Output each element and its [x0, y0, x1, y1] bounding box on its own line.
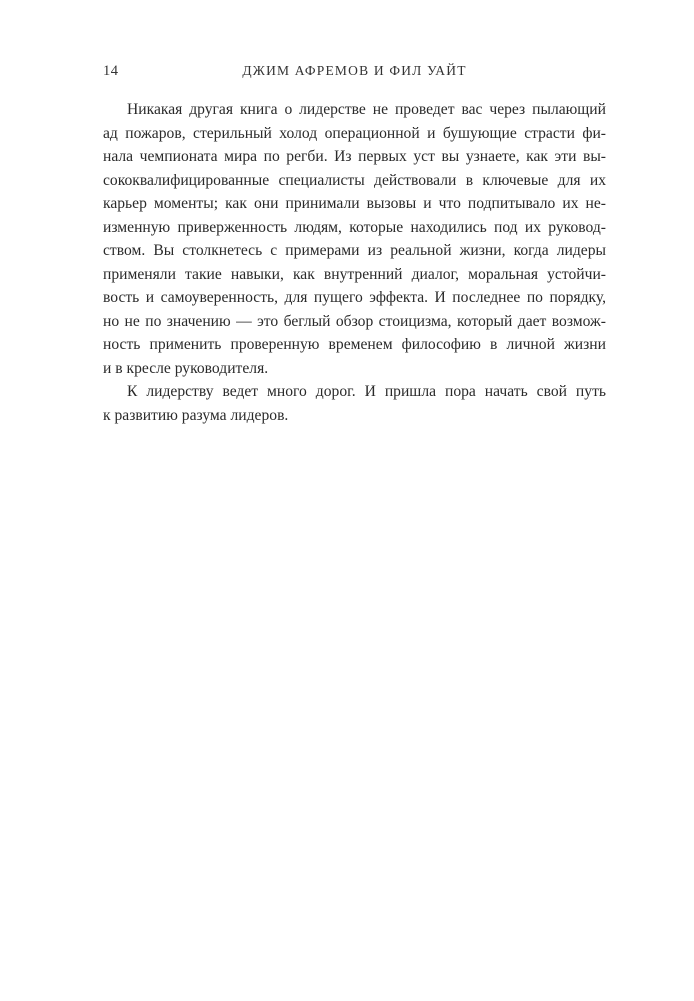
text-line: сококвалифицированные специалисты действовали в ключевые для их — [103, 171, 606, 189]
page-number: 14 — [103, 63, 119, 79]
text-line: Никакая другая книга о лидерстве не проведет вас через пылающий — [127, 101, 606, 118]
text-line: к развитию разума лидеров. — [103, 406, 289, 424]
text-line: К лидерству ведет много дорог. И пришла пора начать свой путь — [127, 383, 606, 400]
text-line: и в кресле руководителя. — [103, 359, 269, 377]
text-line: изменную приверженность людям, которые находились под их руковод- — [103, 218, 606, 236]
text-line: нала чемпионата мира по регби. Из первых уст вы узнаете, как эти вы- — [103, 148, 606, 165]
text-line: ством. Вы столкнетесь с примерами из реальной жизни, когда лидеры — [103, 242, 606, 259]
body-text — [103, 98, 606, 427]
running-head-title: ДЖИМ АФРЕМОВ И ФИЛ УАЙТ — [242, 63, 467, 78]
text-line: вость и самоуверенность, для пущего эффекта. И последнее по порядку, — [103, 289, 606, 306]
text-line: карьер моменты; как они принимали вызовы и что подпитывало их не- — [103, 195, 606, 212]
text-line: применяли такие навыки, как внутренний диалог, моральная устойчи- — [103, 265, 606, 283]
text-line: но не по значению — это беглый обзор стоицизма, который дает возмож- — [103, 312, 606, 330]
paragraph — [103, 380, 606, 427]
text-line: ность применить проверенную временем философию в личной жизни — [103, 336, 606, 353]
text-line: ад пожаров, стерильный холод операционной и бушующие страсти фи- — [103, 124, 606, 142]
paragraph — [103, 98, 606, 380]
running-head — [103, 63, 606, 83]
